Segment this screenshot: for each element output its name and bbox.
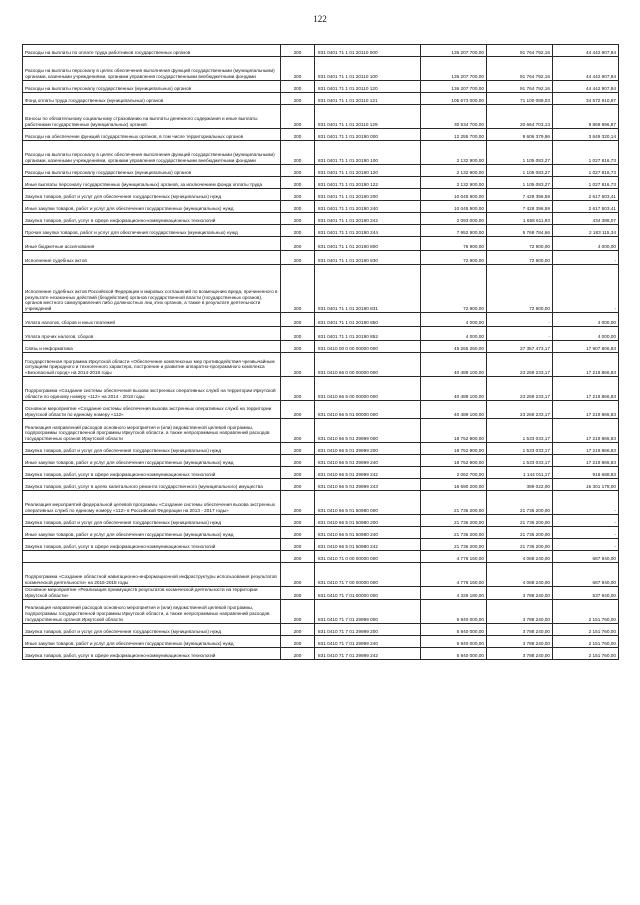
line-code: 200 xyxy=(281,129,315,141)
executed-amount: 72 900,00 xyxy=(487,251,553,265)
approved-amount: 16 690 200,00 xyxy=(421,479,487,491)
executed-amount: 91 764 792,16 xyxy=(487,45,553,57)
budget-classification-code: 831 0401 71 1 01 20110 129 xyxy=(315,105,421,129)
approved-amount: 30 534 700,00 xyxy=(421,105,487,129)
approved-amount: 72 900,00 xyxy=(421,265,487,313)
line-item-name: Реализация направлений расходов основного мероприятия и (или) ведомственной целевой программы, подпрограммы государственной программы Иркутской области, а также непрограммных направлений расходов государственных органов Иркутской области xyxy=(23,419,281,443)
unexecuted-amount: - xyxy=(553,251,619,265)
line-item-name: Исполнение судебных актов Российской Федерации и мировых соглашений по возмещению вреда, причиненного в результате незаконных действий (бездействия) органов государственной власти (государственных органов), органов местного самоуправления либо должностных лиц этих органов, а также в результате деятельности учреждений xyxy=(23,265,281,313)
budget-classification-code: 831 0410 66 5 01 29999 000 xyxy=(315,419,421,443)
budget-classification-code: 831 0401 71 1 01 20190 244 xyxy=(315,225,421,237)
line-code: 200 xyxy=(281,201,315,213)
line-item-name: Подпрограмма «Создание областной навигационно-информационной инфраструктуры использования результатов космической деятельности» на 2015-2018 годы xyxy=(23,563,281,587)
executed-amount: 3 788 240,00 xyxy=(487,647,553,659)
table-row xyxy=(23,647,619,659)
line-code: 200 xyxy=(281,213,315,225)
line-code: 200 xyxy=(281,599,315,623)
budget-classification-code: 831 0410 66 5 01 00000 000 xyxy=(315,401,421,419)
line-code: 200 xyxy=(281,623,315,635)
approved-amount: 5 940 000,00 xyxy=(421,623,487,635)
unexecuted-amount: 2 617 503,41 xyxy=(553,189,619,201)
executed-amount: - xyxy=(487,313,553,327)
approved-amount: 5 940 000,00 xyxy=(421,599,487,623)
budget-classification-code: 831 0410 00 0 00 00000 000 xyxy=(315,341,421,353)
approved-amount: 2 093 000,00 xyxy=(421,213,487,225)
unexecuted-amount: 16 301 178,00 xyxy=(553,479,619,491)
line-item-name: Закупка товаров, работ и услуг для обеспечения государственных (муниципальных) нужд xyxy=(23,515,281,527)
executed-amount: 3 788 240,00 xyxy=(487,635,553,647)
table-row xyxy=(23,81,619,93)
line-item-name: Закупка товаров, работ и услуг для обеспечения государственных (муниципальных) нужд xyxy=(23,443,281,455)
table-row xyxy=(23,57,619,81)
executed-amount: 4 088 240,00 xyxy=(487,551,553,563)
table-row xyxy=(23,265,619,313)
line-code: 200 xyxy=(281,563,315,587)
unexecuted-amount: 4 000,00 xyxy=(553,313,619,327)
budget-classification-code: 831 0410 71 7 01 29999 240 xyxy=(315,635,421,647)
budget-classification-code: 831 0401 71 1 01 20190 000 xyxy=(315,129,421,141)
budget-classification-code: 831 0401 71 1 01 20190 240 xyxy=(315,201,421,213)
approved-amount: 72 900,00 xyxy=(421,251,487,265)
budget-classification-code: 831 0401 71 1 01 20190 850 xyxy=(315,313,421,327)
line-item-name: Расходы на обеспечение функций государственных органов, в том числе территориальных органов xyxy=(23,129,281,141)
line-item-name: Фонд оплаты труда государственных (муниципальных) органов xyxy=(23,93,281,105)
executed-amount: 1 144 011,17 xyxy=(487,467,553,479)
approved-amount: 4 000,00 xyxy=(421,327,487,341)
line-item-name: Основное мероприятие «Создание системы обеспечения вызова экстренных оперативных служб на территории Иркутской области по единому номеру «112» xyxy=(23,401,281,419)
budget-classification-code: 831 0410 66 5 01 50980 240 xyxy=(315,527,421,539)
unexecuted-amount: 44 442 907,84 xyxy=(553,81,619,93)
approved-amount: 2 062 700,00 xyxy=(421,467,487,479)
line-code: 200 xyxy=(281,377,315,401)
line-item-name: Подпрограмма «Создание системы обеспечения вызова экстренных оперативных служб на территории Иркутской области по единому номеру «112» на 2014 - 2018 годы xyxy=(23,377,281,401)
unexecuted-amount: 434 388,07 xyxy=(553,213,619,225)
table-row xyxy=(23,313,619,327)
budget-table xyxy=(22,44,619,660)
table-row xyxy=(23,93,619,105)
approved-amount: 12 255 700,00 xyxy=(421,129,487,141)
line-item-name: Основное мероприятие «Реализация преимуществ результатов космической деятельности на территории Иркутской области» xyxy=(23,587,281,600)
unexecuted-amount: 17 219 866,83 xyxy=(553,353,619,377)
line-code: 200 xyxy=(281,479,315,491)
approved-amount: 4 326 180,00 xyxy=(421,587,487,600)
budget-classification-code: 831 0401 71 1 01 20190 120 xyxy=(315,165,421,177)
line-item-name: Иные бюджетные ассигнования xyxy=(23,237,281,251)
budget-classification-code: 831 0401 71 1 01 20110 121 xyxy=(315,93,421,105)
approved-amount: 4 000,00 xyxy=(421,313,487,327)
line-item-name: Закупка товаров, работ, услуг в сфере информационно-коммуникационных технологий xyxy=(23,213,281,225)
executed-amount: 7 428 396,59 xyxy=(487,189,553,201)
table-row xyxy=(23,141,619,165)
executed-amount: 21 736 200,00 xyxy=(487,539,553,551)
unexecuted-amount: 1 027 816,73 xyxy=(553,177,619,189)
budget-classification-code: 831 0401 71 1 01 20110 120 xyxy=(315,81,421,93)
line-item-name: Прочая закупка товаров, работ и услуг для обеспечения государственных (муниципальных) нужд xyxy=(23,225,281,237)
unexecuted-amount: - xyxy=(553,491,619,515)
table-row xyxy=(23,201,619,213)
line-code: 200 xyxy=(281,491,315,515)
line-code: 200 xyxy=(281,515,315,527)
line-item-name: Расходы на выплаты персоналу государственных (муниципальных) органов xyxy=(23,165,281,177)
line-code: 200 xyxy=(281,467,315,479)
line-item-name: Расходы на выплаты персоналу в целях обеспечения выполнения функций государственными (муниципальными) органами, казенными учреждениями, органами управления государственными внебюджетными фондами xyxy=(23,57,281,81)
unexecuted-amount: 1 027 816,73 xyxy=(553,141,619,165)
approved-amount: 40 489 100,00 xyxy=(421,353,487,377)
table-row xyxy=(23,341,619,353)
unexecuted-amount: 687 940,00 xyxy=(553,563,619,587)
line-item-name: Закупка товаров, работ и услуг для обеспечения государственных (муниципальных) нужд xyxy=(23,189,281,201)
executed-amount: 1 105 083,27 xyxy=(487,141,553,165)
budget-classification-code: 831 0401 71 1 01 20110 000 xyxy=(315,45,421,57)
unexecuted-amount: 17 219 866,83 xyxy=(553,443,619,455)
approved-amount: 10 045 900,00 xyxy=(421,189,487,201)
line-code: 200 xyxy=(281,105,315,129)
line-code: 200 xyxy=(281,419,315,443)
unexecuted-amount: 44 442 907,84 xyxy=(553,57,619,81)
line-item-name: Закупка товаров, работ, услуг в сфере информационно-коммуникационных технологий xyxy=(23,647,281,659)
line-code: 200 xyxy=(281,353,315,377)
executed-amount: 91 764 792,16 xyxy=(487,57,553,81)
line-code: 200 xyxy=(281,455,315,467)
line-code: 200 xyxy=(281,551,315,563)
budget-classification-code: 831 0401 71 1 01 20190 200 xyxy=(315,189,421,201)
approved-amount: 18 752 900,00 xyxy=(421,443,487,455)
line-code: 200 xyxy=(281,141,315,165)
executed-amount: 91 764 792,16 xyxy=(487,81,553,93)
table-row xyxy=(23,527,619,539)
approved-amount: 136 207 700,00 xyxy=(421,81,487,93)
table-row xyxy=(23,327,619,341)
executed-amount: 21 736 200,00 xyxy=(487,491,553,515)
approved-amount: 40 489 100,00 xyxy=(421,401,487,419)
executed-amount: 1 658 611,93 xyxy=(487,213,553,225)
table-row xyxy=(23,443,619,455)
executed-amount: 21 736 200,00 xyxy=(487,515,553,527)
table-row xyxy=(23,213,619,225)
table-row xyxy=(23,479,619,491)
unexecuted-amount: 2 617 503,41 xyxy=(553,201,619,213)
executed-amount: 1 533 033,17 xyxy=(487,419,553,443)
approved-amount: 2 132 900,00 xyxy=(421,165,487,177)
line-item-name: Закупка товаров, работ, услуг в целях капитального ремонта государственного (муниципального) имущества xyxy=(23,479,281,491)
executed-amount: 1 105 083,27 xyxy=(487,177,553,189)
table-row xyxy=(23,45,619,57)
budget-classification-code: 831 0410 66 5 01 29999 243 xyxy=(315,479,421,491)
budget-classification-code: 831 0410 71 7 01 00000 000 xyxy=(315,587,421,600)
unexecuted-amount: 2 183 115,34 xyxy=(553,225,619,237)
table-row xyxy=(23,353,619,377)
executed-amount: 21 736 200,00 xyxy=(487,527,553,539)
approved-amount: 2 132 900,00 xyxy=(421,177,487,189)
budget-table-body xyxy=(23,45,619,660)
unexecuted-amount: 4 000,00 xyxy=(553,237,619,251)
line-code: 200 xyxy=(281,93,315,105)
unexecuted-amount: 17 907 806,83 xyxy=(553,341,619,353)
executed-amount: 71 100 089,03 xyxy=(487,93,553,105)
line-code: 200 xyxy=(281,647,315,659)
budget-classification-code: 831 0410 66 5 01 29999 240 xyxy=(315,455,421,467)
executed-amount: - xyxy=(487,327,553,341)
line-code: 200 xyxy=(281,251,315,265)
unexecuted-amount: 17 219 866,83 xyxy=(553,401,619,419)
executed-amount: 5 769 784,66 xyxy=(487,225,553,237)
line-item-name: Государственная программа Иркутской области «Обеспечение комплексных мер противодействия чрезвычайным ситуациям природного и техногенного характера, построение и развитие аппаратно-программного комплекса «Безопасный город» на 2014-2018 годы xyxy=(23,353,281,377)
line-code: 200 xyxy=(281,237,315,251)
unexecuted-amount: 4 000,00 xyxy=(553,327,619,341)
executed-amount: 1 533 033,17 xyxy=(487,443,553,455)
table-row xyxy=(23,491,619,515)
approved-amount: 4 776 160,00 xyxy=(421,551,487,563)
budget-classification-code: 831 0410 66 5 01 50980 242 xyxy=(315,539,421,551)
table-row xyxy=(23,237,619,251)
budget-classification-code: 831 0401 71 1 01 20110 100 xyxy=(315,57,421,81)
line-code: 200 xyxy=(281,45,315,57)
approved-amount: 45 265 260,00 xyxy=(421,341,487,353)
table-row xyxy=(23,551,619,563)
unexecuted-amount: 9 869 996,87 xyxy=(553,105,619,129)
approved-amount: 5 940 000,00 xyxy=(421,647,487,659)
unexecuted-amount: - xyxy=(553,527,619,539)
line-item-name: Закупка товаров, работ, услуг в сфере информационно-коммуникационных технологий xyxy=(23,539,281,551)
line-item-name: Реализация направлений расходов основного мероприятия и (или) ведомственной целевой программы, подпрограммы государственной программы Иркутской области, а также непрограммных направлений расходов государственных органов Иркутской области xyxy=(23,599,281,623)
budget-classification-code: 831 0401 71 1 01 20190 242 xyxy=(315,213,421,225)
budget-classification-code: 831 0401 71 1 01 20190 122 xyxy=(315,177,421,189)
line-code: 200 xyxy=(281,635,315,647)
line-item-name: Взносы по обязательному социальному страхованию на выплаты денежного содержания и иные выплаты работникам государственных (муниципальных) органов xyxy=(23,105,281,129)
line-code: 200 xyxy=(281,265,315,313)
executed-amount: 3 788 240,00 xyxy=(487,587,553,600)
table-row xyxy=(23,177,619,189)
approved-amount: 21 736 200,00 xyxy=(421,539,487,551)
budget-classification-code: 831 0410 71 7 01 29999 242 xyxy=(315,647,421,659)
budget-classification-code: 831 0410 66 5 01 50980 000 xyxy=(315,491,421,515)
line-code: 200 xyxy=(281,327,315,341)
approved-amount: 40 489 100,00 xyxy=(421,377,487,401)
line-code: 200 xyxy=(281,57,315,81)
unexecuted-amount: 2 151 760,00 xyxy=(553,623,619,635)
line-item-name: Реализация мероприятий федеральной целевой программы «Создание системы обеспечения вызова экстренных оперативных служб по единому номеру «112» в Российской Федерации на 2013 - 2017 годы» xyxy=(23,491,281,515)
executed-amount: 23 269 233,17 xyxy=(487,401,553,419)
line-item-name: Уплата прочих налогов, сборов xyxy=(23,327,281,341)
line-item-name: Расходы на выплаты по оплате труда работников государственных органов xyxy=(23,45,281,57)
budget-classification-code: 831 0410 66 5 00 00000 000 xyxy=(315,377,421,401)
line-code: 200 xyxy=(281,189,315,201)
approved-amount: 18 752 900,00 xyxy=(421,455,487,467)
line-item-name: Закупка товаров, работ и услуг для обеспечения государственных (муниципальных) нужд xyxy=(23,623,281,635)
budget-classification-code: 831 0410 71 7 00 00000 000 xyxy=(315,563,421,587)
line-item-name: Иные закупки товаров, работ и услуг для обеспечения государственных (муниципальных) нужд xyxy=(23,635,281,647)
approved-amount: 5 940 000,00 xyxy=(421,635,487,647)
executed-amount: 20 664 703,13 xyxy=(487,105,553,129)
approved-amount: 105 673 000,00 xyxy=(421,93,487,105)
table-row xyxy=(23,105,619,129)
line-item-name: Закупка товаров, работ, услуг в сфере информационно-коммуникационных технологий xyxy=(23,467,281,479)
table-row xyxy=(23,515,619,527)
approved-amount: 136 207 700,00 xyxy=(421,57,487,81)
unexecuted-amount: 2 151 760,00 xyxy=(553,599,619,623)
unexecuted-amount: 17 219 866,83 xyxy=(553,419,619,443)
approved-amount: 2 132 900,00 xyxy=(421,141,487,165)
line-code: 200 xyxy=(281,443,315,455)
executed-amount: 3 788 240,00 xyxy=(487,623,553,635)
table-row xyxy=(23,251,619,265)
executed-amount: 72 900,00 xyxy=(487,265,553,313)
table-row xyxy=(23,377,619,401)
budget-classification-code: 831 0410 71 7 01 29999 000 xyxy=(315,599,421,623)
table-row xyxy=(23,419,619,443)
line-code: 200 xyxy=(281,177,315,189)
table-row xyxy=(23,189,619,201)
executed-amount: 27 357 473,17 xyxy=(487,341,553,353)
budget-classification-code: 831 0401 71 1 01 20190 852 xyxy=(315,327,421,341)
table-row xyxy=(23,225,619,237)
budget-classification-code: 831 0410 66 5 01 29999 200 xyxy=(315,443,421,455)
executed-amount: 3 788 240,00 xyxy=(487,599,553,623)
approved-amount: 76 900,00 xyxy=(421,237,487,251)
unexecuted-amount: 687 940,00 xyxy=(553,551,619,563)
approved-amount: 21 736 200,00 xyxy=(421,515,487,527)
executed-amount: 389 022,00 xyxy=(487,479,553,491)
unexecuted-amount: 44 442 907,84 xyxy=(553,45,619,57)
table-row xyxy=(23,401,619,419)
executed-amount: 72 900,00 xyxy=(487,237,553,251)
unexecuted-amount: 1 027 816,73 xyxy=(553,165,619,177)
budget-classification-code: 831 0401 71 1 01 20190 831 xyxy=(315,265,421,313)
budget-classification-code: 831 0410 66 5 01 29999 242 xyxy=(315,467,421,479)
executed-amount: 1 533 033,17 xyxy=(487,455,553,467)
approved-amount: 136 207 700,00 xyxy=(421,45,487,57)
table-row xyxy=(23,129,619,141)
approved-amount: 18 752 900,00 xyxy=(421,419,487,443)
line-code: 200 xyxy=(281,165,315,177)
table-row xyxy=(23,635,619,647)
line-item-name: Связь и информатика xyxy=(23,341,281,353)
table-row xyxy=(23,563,619,587)
unexecuted-amount: 17 219 866,83 xyxy=(553,377,619,401)
unexecuted-amount: 918 688,83 xyxy=(553,467,619,479)
line-item-name: Иные закупки товаров, работ и услуг для обеспечения государственных (муниципальных) нужд xyxy=(23,455,281,467)
budget-classification-code: 831 0410 71 7 01 29999 200 xyxy=(315,623,421,635)
unexecuted-amount: 3 649 320,14 xyxy=(553,129,619,141)
unexecuted-amount: 2 151 760,00 xyxy=(553,635,619,647)
line-code: 200 xyxy=(281,539,315,551)
line-code: 200 xyxy=(281,313,315,327)
page-number: 122 xyxy=(313,14,327,24)
executed-amount: 1 105 083,27 xyxy=(487,165,553,177)
line-item-name: Иные выплаты персоналу государственных (муниципальных) органов, за исключением фонда оплаты труда xyxy=(23,177,281,189)
approved-amount: 10 045 900,00 xyxy=(421,201,487,213)
line-code: 200 xyxy=(281,81,315,93)
line-item-name: Расходы на выплаты персоналу в целях обеспечения выполнения функций государственными (муниципальными) органами, казенными учреждениями, органами управления государственными внебюджетными фондами xyxy=(23,141,281,165)
budget-classification-code: 831 0410 71 0 00 00000 000 xyxy=(315,551,421,563)
line-code: 200 xyxy=(281,341,315,353)
line-item-name: Иные закупки товаров, работ и услуг для обеспечения государственных (муниципальных) нужд xyxy=(23,201,281,213)
executed-amount: 8 606 379,86 xyxy=(487,129,553,141)
unexecuted-amount: - xyxy=(553,539,619,551)
budget-classification-code: 831 0401 71 1 01 20190 830 xyxy=(315,251,421,265)
unexecuted-amount: 34 572 910,97 xyxy=(553,93,619,105)
executed-amount: 23 269 233,17 xyxy=(487,353,553,377)
unexecuted-amount: 17 219 866,83 xyxy=(553,455,619,467)
executed-amount: 7 428 396,59 xyxy=(487,201,553,213)
line-item-name: Уплата налогов, сборов и иных платежей xyxy=(23,313,281,327)
unexecuted-amount: - xyxy=(553,265,619,313)
budget-classification-code: 831 0410 66 5 01 50980 200 xyxy=(315,515,421,527)
executed-amount: 4 088 240,00 xyxy=(487,563,553,587)
line-code: 200 xyxy=(281,527,315,539)
budget-classification-code: 831 0401 71 1 01 20190 800 xyxy=(315,237,421,251)
unexecuted-amount: 2 151 760,00 xyxy=(553,647,619,659)
line-item-name: Исполнение судебных актов xyxy=(23,251,281,265)
budget-classification-code: 831 0401 71 1 01 20190 100 xyxy=(315,141,421,165)
line-code: 200 xyxy=(281,225,315,237)
table-row xyxy=(23,467,619,479)
line-code: 200 xyxy=(281,587,315,600)
line-item-name: Иные закупки товаров, работ и услуг для обеспечения государственных (муниципальных) нужд xyxy=(23,527,281,539)
table-row xyxy=(23,587,619,600)
approved-amount: 4 776 160,00 xyxy=(421,563,487,587)
unexecuted-amount: - xyxy=(553,515,619,527)
table-row xyxy=(23,455,619,467)
approved-amount: 21 736 200,00 xyxy=(421,491,487,515)
table-row xyxy=(23,165,619,177)
approved-amount: 21 736 200,00 xyxy=(421,527,487,539)
line-item-name: Расходы на выплаты персоналу государственных (муниципальных) органов xyxy=(23,81,281,93)
line-item-name xyxy=(23,551,281,563)
table-row xyxy=(23,539,619,551)
unexecuted-amount: 537 940,00 xyxy=(553,587,619,600)
budget-classification-code: 831 0410 66 0 00 00000 000 xyxy=(315,353,421,377)
executed-amount: 23 269 233,17 xyxy=(487,377,553,401)
approved-amount: 7 952 900,00 xyxy=(421,225,487,237)
table-row xyxy=(23,623,619,635)
table-row xyxy=(23,599,619,623)
line-code: 200 xyxy=(281,401,315,419)
